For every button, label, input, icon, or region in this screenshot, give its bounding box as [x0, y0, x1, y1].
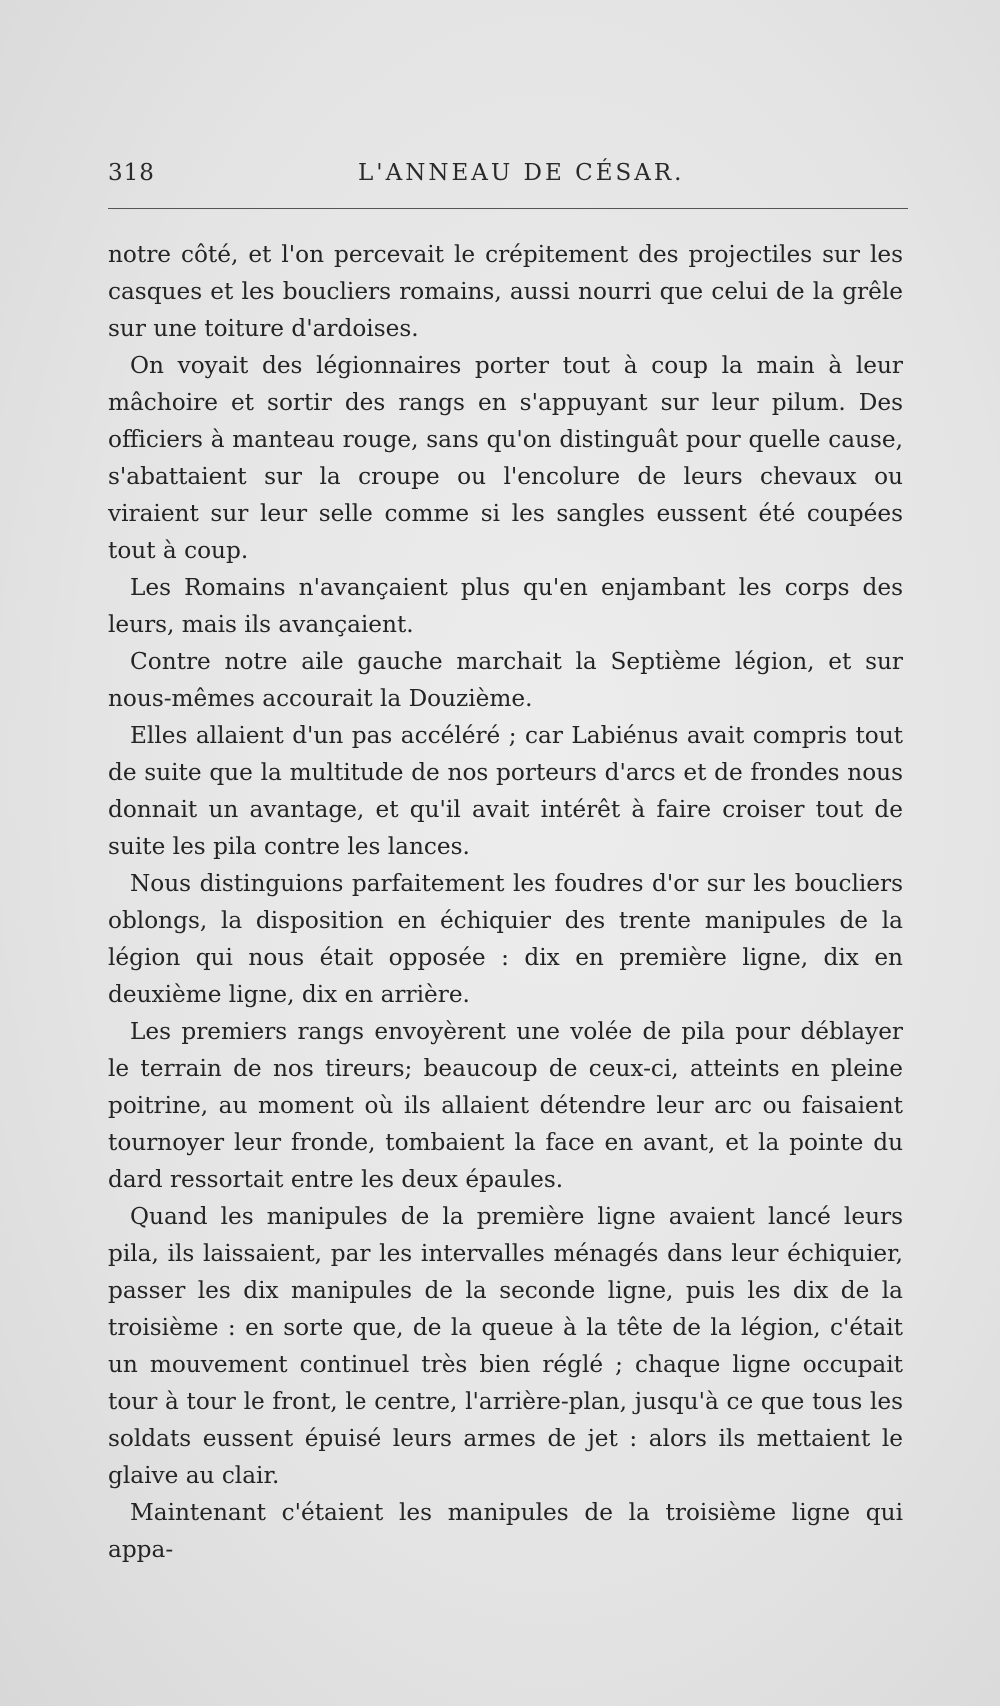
paragraph: Les Romains n'avançaient plus qu'en enjambant les corps des leurs, mais ils avançaient. [108, 574, 903, 638]
paragraph: Les premiers rangs envoyèrent une volée de pila pour déblayer le terrain de nos tireurs; beaucoup de ceux-ci, atteints en pleine poitrine, au moment où ils allaient détendre leur arc ou faisaient tournoyer leur fronde, tombaient la face en avant, et la pointe du dard ressortait entre les deux épaules. [108, 1018, 903, 1193]
paragraph: Contre notre aile gauche marchait la Septième légion, et sur nous-mêmes accourait la Douzième. [108, 648, 903, 712]
header-rule [108, 208, 908, 209]
page-number: 318 [108, 160, 155, 186]
paragraph: notre côté, et l'on percevait le crépitement des projectiles sur les casques et les boucliers romains, aussi nourri que celui de la grêle sur une toiture d'ardoises. [108, 241, 903, 342]
paragraph: On voyait des légionnaires porter tout à coup la main à leur mâchoire et sortir des rangs en s'appuyant sur leur pilum. Des officiers à manteau rouge, sans qu'on distinguât pour quelle cause, s'abattaient sur la croupe ou l'encolure de leurs chevaux ou viraient sur leur selle comme si les sangles eussent été coupées tout à coup. [108, 352, 903, 564]
running-title: L'ANNEAU DE CÉSAR. [358, 160, 685, 186]
body-text [108, 236, 903, 1568]
paragraph: Quand les manipules de la première ligne avaient lancé leurs pila, ils laissaient, par les intervalles ménagés dans leur échiquier, passer les dix manipules de la seconde ligne, puis les dix de la troisième : en sorte que, de la queue à la tête de la légion, c'était un mouvement continuel très bien réglé ; chaque ligne occupait tour à tour le front, le centre, l'arrière-plan, jusqu'à ce que tous les soldats eussent épuisé leurs armes de jet : alors ils mettaient le glaive au clair. [108, 1203, 903, 1489]
running-head [108, 160, 908, 190]
paragraph: Maintenant c'étaient les manipules de la troisième ligne qui appa- [108, 1499, 903, 1563]
paragraph: Nous distinguions parfaitement les foudres d'or sur les boucliers oblongs, la disposition en échiquier des trente manipules de la légion qui nous était opposée : dix en première ligne, dix en deuxième ligne, dix en arrière. [108, 870, 903, 1008]
paragraph: Elles allaient d'un pas accéléré ; car Labiénus avait compris tout de suite que la multitude de nos porteurs d'arcs et de frondes nous donnait un avantage, et qu'il avait intérêt à faire croiser tout de suite les pila contre les lances. [108, 722, 903, 860]
